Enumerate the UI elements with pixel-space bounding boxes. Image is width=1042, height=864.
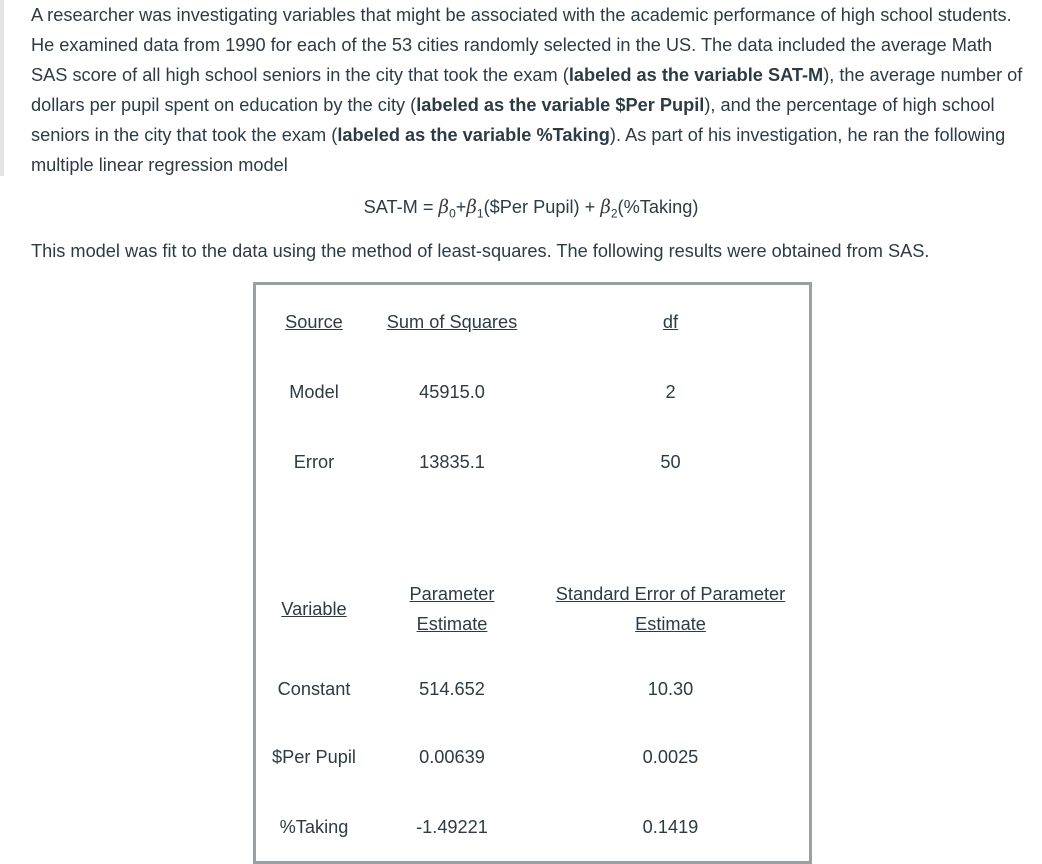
anova-source-error: Error: [293, 452, 335, 472]
intro-text-3: ), and the percentage of high school seniors in the city that took the exam (: [31, 95, 995, 145]
intro-bold-sat-m: labeled as the variable SAT-M: [568, 65, 824, 85]
coef-header-estimate-line1: Parameter: [409, 584, 495, 604]
beta-0-symbol: β: [438, 197, 450, 218]
coef-variable-per-pupil: $Per Pupil: [272, 747, 356, 767]
regression-model-equation: [0, 192, 1042, 229]
anova-header-df: df: [662, 312, 679, 332]
beta-2-subscript: 2: [610, 206, 618, 221]
anova-df-model: 2: [665, 382, 676, 402]
intro-bold-taking: labeled as the variable %Taking: [337, 125, 610, 145]
fit-note: This model was fit to the data using the method of least-squares. The following results were obtained from SAS.: [31, 241, 930, 261]
coef-estimate-taking: -1.49221: [416, 817, 488, 837]
model-term-per-pupil: ($Per Pupil) +: [483, 197, 601, 217]
intro-text-4: ). As part of his investigation, he ran the following multiple linear regression model: [31, 125, 1006, 175]
coef-estimate-constant: 514.652: [419, 679, 485, 699]
beta-0-subscript: 0: [449, 206, 456, 221]
anova-header-source: Source: [285, 312, 343, 332]
coef-variable-taking: %Taking: [279, 817, 349, 837]
intro-bold-per-pupil: labeled as the variable $Per Pupil: [416, 95, 705, 115]
anova-header-ss: Sum of Squares: [386, 312, 518, 332]
coef-estimate-per-pupil: 0.00639: [419, 747, 485, 767]
coef-variable-constant: Constant: [277, 679, 351, 699]
anova-source-model: Model: [289, 382, 339, 402]
model-lhs: SAT-M =: [363, 197, 439, 217]
coef-se-per-pupil: 0.0025: [642, 747, 699, 767]
beta-1-symbol: β: [466, 197, 477, 218]
anova-df-error: 50: [660, 452, 681, 472]
coef-header-se-line1: Standard Error of Parameter: [555, 584, 786, 604]
coef-se-constant: 10.30: [647, 679, 694, 699]
intro-text-1: A researcher was investigating variables that might be associated with the academic performance of high school students. He examined data from 1990 for each of the 53 cities randomly selected in the US. The data included the average Math SAS score of all high school seniors in the city that took the exam (: [31, 5, 1012, 85]
question-intro: [31, 0, 1033, 180]
anova-ss-model: 45915.0: [419, 382, 485, 402]
anova-ss-error: 13835.1: [419, 452, 485, 472]
question-left-border: [0, 0, 4, 176]
beta-2-symbol: β: [600, 197, 611, 218]
beta-1-subscript: 1: [476, 206, 484, 221]
model-term-taking: (%Taking): [617, 197, 699, 217]
coef-se-taking: 0.1419: [642, 817, 699, 837]
model-plus: +: [455, 197, 467, 217]
coef-header-variable: Variable: [281, 599, 347, 619]
intro-text-2: ), the average number of dollars per pupil spent on education by the city (: [31, 65, 1023, 115]
coef-header-estimate-line2: Estimate: [416, 614, 488, 634]
sas-results-table: [253, 282, 812, 864]
coef-header-se-line2: Estimate: [635, 614, 706, 634]
